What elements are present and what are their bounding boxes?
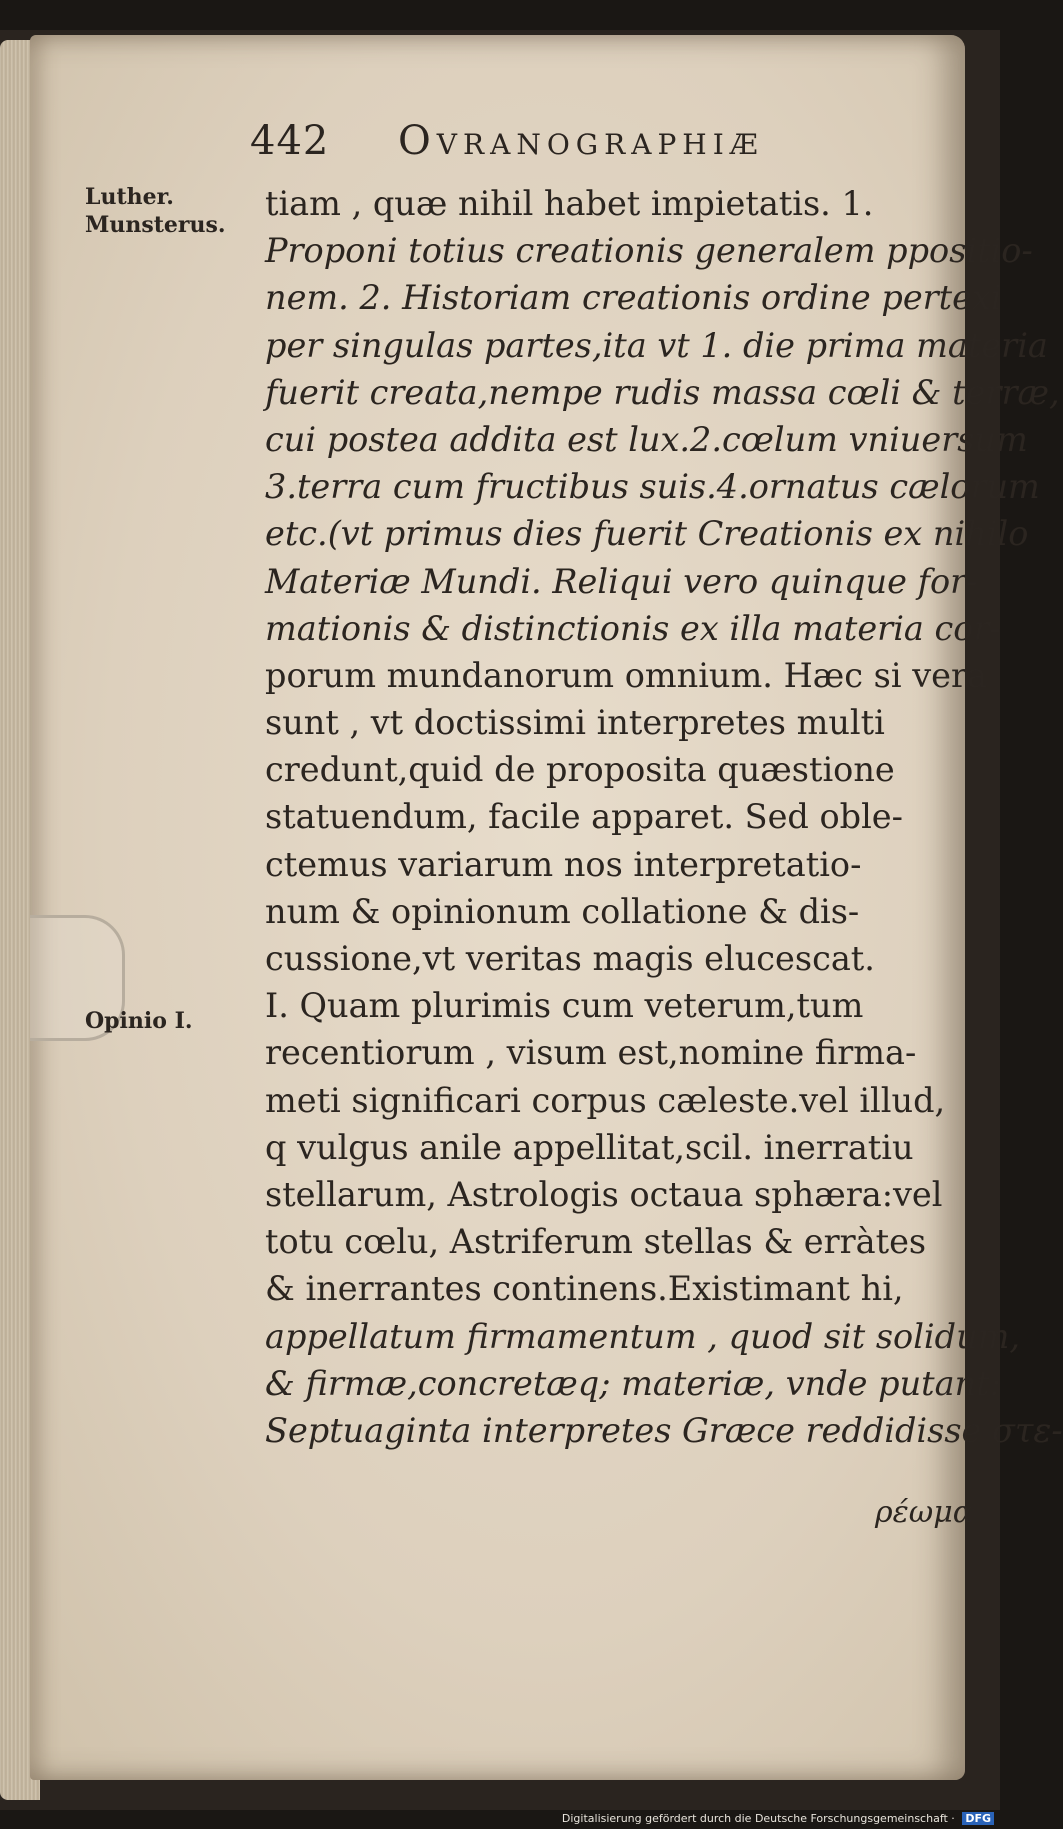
text-line: & inerrantes continens.Existimant hi, — [265, 1269, 904, 1309]
text-line: I. Quam plurimis cum veterum,tum — [265, 986, 864, 1026]
text-line: Septuaginta interpretes Græce reddidisse στε- — [265, 1410, 1063, 1450]
text-line: per singulas partes,ita vt 1. die prima materia — [265, 325, 1048, 365]
text-line: ctemus variarum nos interpretatio- — [265, 844, 862, 884]
text-line: num & opinionum collatione & dis- — [265, 891, 860, 931]
text-line: & firmæ,concretæq; materiæ, vnde putant: — [265, 1363, 1001, 1403]
marginal-note-opinio: Opinio I. — [85, 1008, 193, 1034]
text-line: stellarum, Astrologis octaua sphæra:vel — [265, 1174, 943, 1214]
text-line: etc.(vt primus dies fuerit Creationis ex nihilo — [265, 514, 1029, 554]
text-line: q vulgus anile appellitat,scil. inerratiu — [265, 1127, 914, 1167]
running-title: Ovranographiæ — [398, 118, 764, 164]
text-line: fuerit creata,nempe rudis massa cœli & terræ, — [265, 372, 1060, 412]
text-line: meti significari corpus cæleste.vel illud, — [265, 1080, 946, 1120]
text-line: tiam , quæ nihil habet impietatis. 1. — [265, 184, 874, 223]
text-line: statuendum, facile apparet. Sed oble- — [265, 797, 903, 837]
page-number: 442 — [250, 118, 330, 164]
text-line: Materiæ Mundi. Reliqui vero quinque for- — [265, 561, 978, 601]
marginal-note-luther: Luther. — [85, 184, 174, 210]
digitization-footer — [562, 1812, 994, 1825]
body-text — [265, 180, 1063, 1454]
text-line: porum mundanorum omnium. Hæc si vera — [265, 655, 987, 695]
text-line: nem. 2. Historiam creationis ordine pertexi — [265, 278, 1002, 318]
text-line: mationis & distinctionis ex illa materia cor- — [265, 608, 1001, 648]
text-line: appellatum firmamentum , quod sit solidum, — [265, 1316, 1021, 1356]
running-header — [250, 118, 930, 168]
text-line: sunt , vt doctissimi interpretes multi — [265, 703, 885, 743]
footer-credit: Digitalisierung gefördert durch die Deutsche Forschungsgemeinschaft · — [561, 1812, 955, 1825]
text-line: recentiorum , visum est,nomine firma- — [265, 1033, 917, 1073]
text-line: totu cœlu, Astriferum stellas & erràtes — [265, 1222, 927, 1262]
catchword: ρέωμα — [875, 1495, 973, 1530]
text-line: 3.terra cum fructibus suis.4.ornatus cælorum — [265, 467, 1040, 507]
text-line: cussione,vt veritas magis elucescat. — [265, 939, 875, 978]
text-line: cui postea addita est lux.2.cœlum vniuersum — [265, 419, 1028, 459]
text-line: Proponi totius creationis generalem ppositio- — [265, 231, 1033, 271]
marginal-note-munsterus: Munsterus. — [85, 212, 226, 238]
text-line: credunt,quid de proposita quæstione — [265, 750, 895, 790]
dfg-logo: DFG — [962, 1812, 994, 1825]
